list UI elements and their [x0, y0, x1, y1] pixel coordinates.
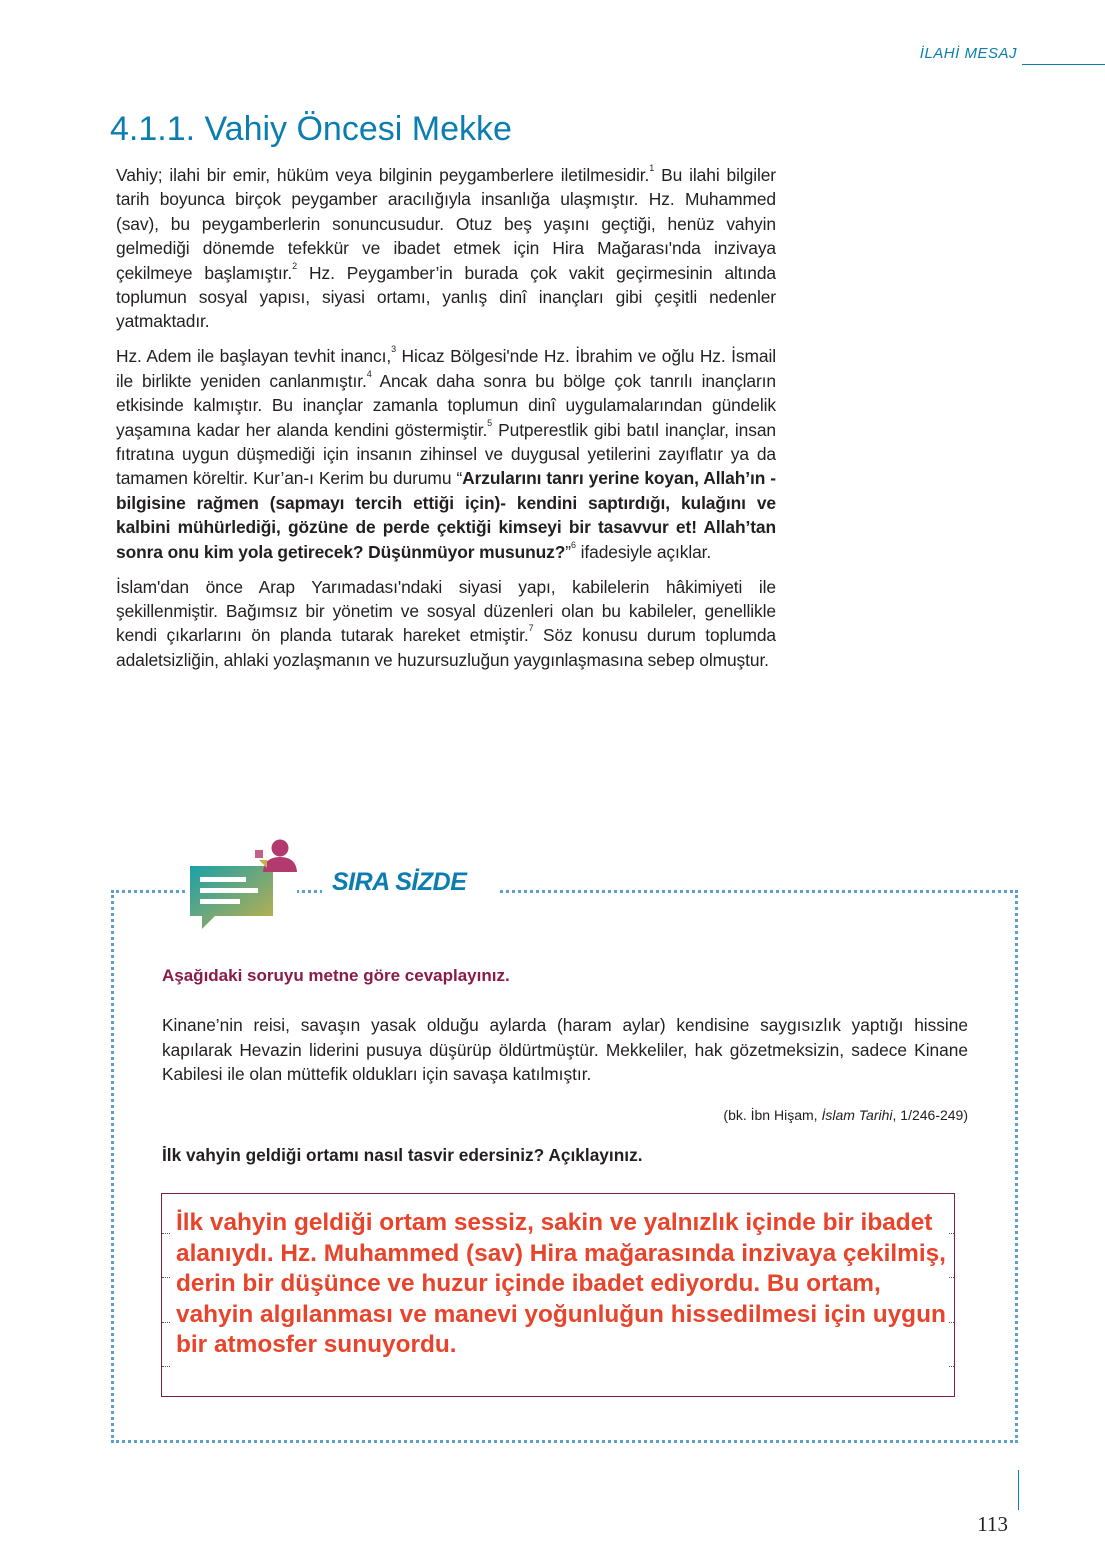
footnote-ref: 6 — [570, 539, 576, 550]
footnote-ref: 1 — [649, 163, 655, 173]
activity-title: SIRA SİZDE — [332, 868, 467, 896]
footnote-ref: 2 — [292, 260, 298, 271]
header-divider — [1022, 64, 1105, 65]
header-title: İLAHİ MESAJ — [919, 45, 1017, 62]
paragraph-2: Hz. Adem ile başlayan tevhit inancı,$^3$ Hicaz Bölgesi'nde Hz. İbrahim ve oğlu Hz. İsmail ile birlikte yeniden canlanmıştır.$^4$ Ancak daha sonra bu bölge çok tanrılı inançların etkisinde kalmıştır. Bu inançlar zamanla toplumun dinî uygulamalarından gündelik yaşamına kadar her alanda kendini göstermiştir.$^5$ Putperestlik gibi batıl inançlar, insan fıtratına uygun düşmediği için insanın zihinsel ve duygusal yetilerini zayıflatır ya da tamamen köreltir. Kur’an-ı Kerim bu durumu “Arzularını tanrı yerine koyan, Allah’ın -bilgisine rağmen (sapmayı tercih ettiği için)- kendini saptırdığı, kulağını ve kalbini mühürlediği, gözüne de perde çektiği kimseyi bir tasavvur et! Allah’tan sonra onu kim yola getirecek? Düşünmüyor musunuz?”$^6$ ifadesiyle açıklar. — [116, 344, 776, 562]
quran-quote: Arzularını tanrı yerine koyan, Allah’ın -bilgisine rağmen (sapmayı tercih ettiği için)- kendini saptırdığı, kulağını ve kalbini mühürlediği, gözüne de perde çektiği kimseyi bir tasavvur et! Allah’tan sonra onu kim yola getirecek? Düşünmüyor musunuz? — [116, 468, 776, 562]
activity-instruction: Aşağıdaki soruyu metne göre cevaplayınız. — [162, 966, 510, 985]
footnote-ref: 5 — [487, 417, 493, 428]
page-number: 113 — [977, 1512, 1008, 1536]
paragraph-3: İslam'dan önce Arap Yarımadası'ndaki siyasi yapı, kabilelerin hâkimiyeti ile şekillenmiştir. Bağımsız bir yönetim ve sosyal düzenleri olan bu kabileler, genellikle kendi çıkarlarını ön planda tutarak hareket etmiştir.$^7$ Söz konusu durum toplumda adaletsizliğin, ahlaki yozlaşmanın ve huzursuzluğun yaygınlaşmasına sebep olmuştur. — [116, 576, 776, 670]
footnote-ref: 7 — [528, 623, 534, 634]
page-number-divider — [1018, 1470, 1019, 1510]
body-text — [116, 163, 776, 683]
activity-story: Kinane’nin reisi, savaşın yasak olduğu aylarda (haram aylar) kendisine saygısızlık yaptığı hissine kapılarak Hevazin liderini pusuya düşürüp öldürtmüştür. Mekkeliler, hak gözetmeksizin, sadece Kinane Kabilesi ile olan müttefik oldukları için savaşa katılmıştır. — [162, 1015, 968, 1084]
answer-text[interactable]: İlk vahyin geldiği ortam sessiz, sakin ve yalnızlık içinde bir ibadet alanıydı. Hz. Muhammed (sav) Hira mağarasında inzivaya çekilmiş, derin bir düşünce ve huzur içinde ibadet ediyordu. Bu ortam, vahyin algılanması ve manevi yoğunluğun hissedilmesi için uygun bir atmosfer sunuyordu. — [176, 1209, 946, 1358]
section-title: 4.1.1. Vahiy Öncesi Mekke — [110, 110, 512, 148]
paragraph-1: Vahiy; ilahi bir emir, hüküm veya bilginin peygamberlere iletilmesidir.$^1$ Bu ilahi bilgiler tarih boyunca birçok peygamber aracılığıyla insanlığa ulaşmıştır. Hz. Muhammed (sav), bu peygamberlerin sonuncusudur. Otuz beş yaşını geçtiği, henüz vahyin gelmediği dönemde tefekkür ve ibadet etmek için Hira Mağarası'nda inzivaya çekilmeye başlamıştır.$^2$ Hz. Peygamber’in burada çok vakit geçirmesinin altında toplumun sosyal yapısı, siyasi ortamı, yanlış dinî inançları gibi çeşitli nedenler yatmaktadır. — [116, 163, 776, 332]
speech-bubble-icon — [185, 836, 297, 932]
citation: (bk. İbn Hişam, İslam Tarihi, 1/246-249) — [723, 1107, 968, 1123]
footnote-ref: 4 — [366, 368, 372, 379]
citation-book-title: İslam Tarihi — [821, 1107, 893, 1123]
footnote-ref: 3 — [391, 344, 396, 355]
activity-question: İlk vahyin geldiği ortamı nasıl tasvir edersiniz? Açıklayınız. — [162, 1145, 643, 1165]
